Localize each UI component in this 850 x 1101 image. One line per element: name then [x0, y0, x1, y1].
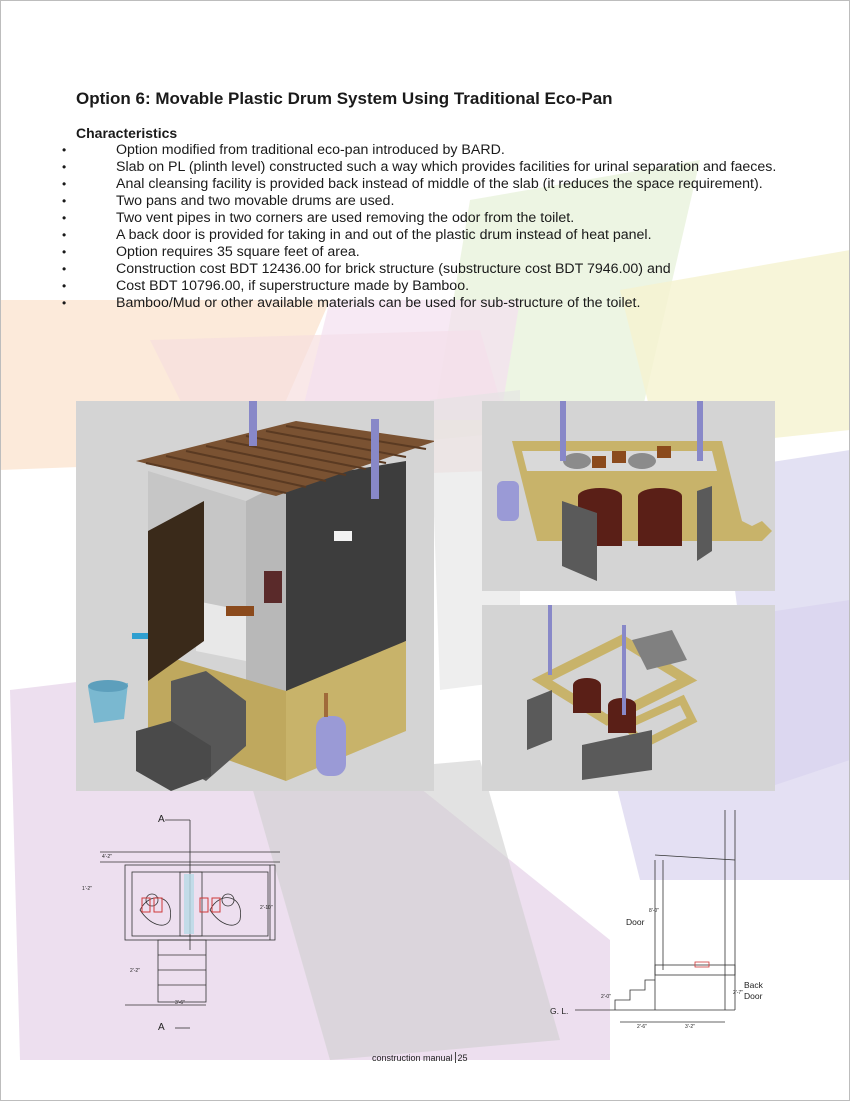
toilet-3d-render [76, 401, 434, 791]
list-item: • Two pans and two movable drums are used. [62, 193, 792, 210]
elevation-dimension: 2'-6" [637, 1024, 647, 1030]
section-marker-top: A [158, 814, 165, 825]
section-marker-bottom: A [158, 1022, 165, 1033]
list-item: • A back door is provided for taking in and out of the plastic drum instead of heat panel. [62, 227, 792, 244]
elevation-drawing [545, 800, 785, 1040]
footer-label: construction manual [372, 1053, 453, 1063]
elevation-dimension: 2'-7" [733, 990, 743, 996]
back-door-label: Door [744, 991, 763, 1001]
list-item: • Slab on PL (plinth level) constructed such a way which provides facilities for urinal separation and faeces. [62, 159, 792, 176]
plan-dimension: 1'-2" [82, 886, 92, 892]
elevation-dimension: 3'-2" [685, 1024, 695, 1030]
page-number: 25 [457, 1053, 468, 1063]
ground-level-label: G. L. [550, 1006, 569, 1016]
page-footer [372, 1052, 468, 1063]
list-item: • Option modified from traditional eco-pan introduced by BARD. [62, 142, 792, 159]
list-item: • Cost BDT 10796.00, if superstructure made by Bamboo. [62, 278, 792, 295]
footer-divider [455, 1052, 456, 1063]
plan-dimension: 4'-2" [102, 854, 112, 860]
elevation-dimension: 8'-0" [649, 908, 659, 914]
list-item: • Anal cleansing facility is provided back instead of middle of the slab (it reduces the space requirement). [62, 176, 792, 193]
list-item: • Bamboo/Mud or other available materials can be used for sub-structure of the toilet. [62, 295, 792, 312]
characteristics-list [62, 142, 792, 312]
frame-3d-render [482, 605, 775, 791]
plan-drawing [80, 810, 300, 1040]
plan-dimension: 2'-2" [130, 968, 140, 974]
section-heading: Characteristics [76, 125, 178, 141]
plan-dimension: 2'-10" [260, 905, 273, 911]
elevation-dimension: 2'-0" [601, 994, 611, 1000]
back-door-label: Back [744, 980, 763, 990]
door-label: Door [626, 917, 645, 927]
list-item: • Construction cost BDT 12436.00 for brick structure (substructure cost BDT 7946.00) and [62, 261, 792, 278]
plan-dimension: 3'-6" [175, 1000, 185, 1006]
page-title: Option 6: Movable Plastic Drum System Using Traditional Eco-Pan [76, 89, 613, 108]
drum-3d-render [482, 401, 775, 591]
list-item: • Option requires 35 square feet of area. [62, 244, 792, 261]
list-item: • Two vent pipes in two corners are used removing the odor from the toilet. [62, 210, 792, 227]
